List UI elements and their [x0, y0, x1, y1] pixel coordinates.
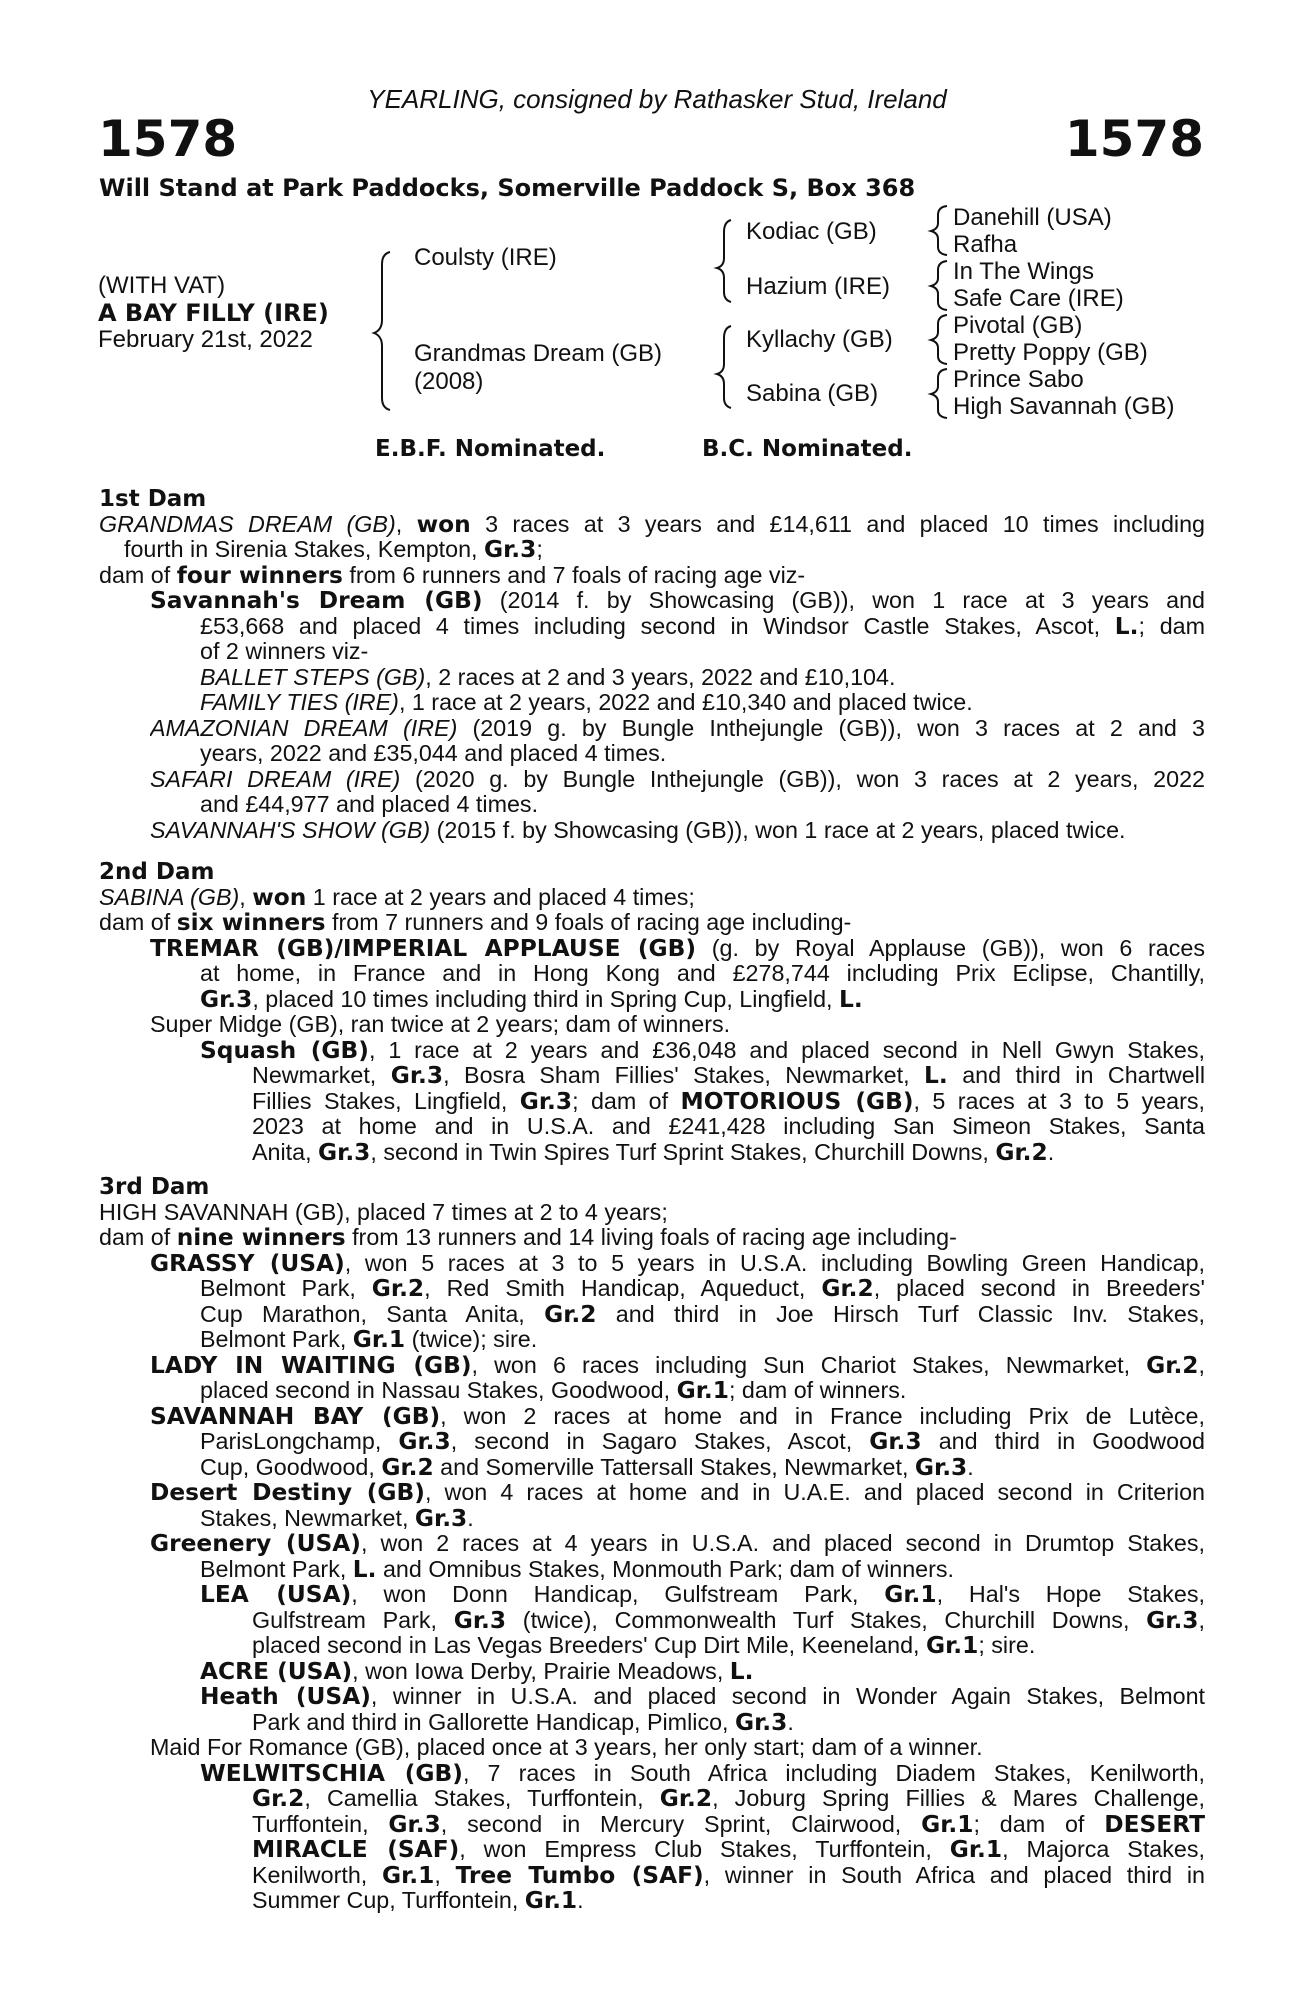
- list-item: BALLET STEPS (GB), 2 races at 2 and 3 years, 2022 and £10,104.: [200, 663, 896, 690]
- list-item: SAVANNAH BAY (GB), won 2 races at home and in France including Prix de Lutèce,: [150, 1403, 1205, 1429]
- lot-number-left: 1578: [98, 110, 238, 168]
- ebf-nomination: E.B.F. Nominated.: [375, 436, 606, 462]
- list-item: Squash (GB), 1 race at 2 years and £36,048 and placed second in Nell Gwyn Stakes,: [200, 1037, 1205, 1063]
- list-item: Greenery (USA), won 2 races at 4 years in U.S.A. and placed second in Drumtop Stakes,: [150, 1531, 1205, 1557]
- list-item: AMAZONIAN DREAM (IRE) (2019 g. by Bungle Inthejungle (GB)), won 3 races at 2 and 3: [150, 715, 1205, 741]
- sire-sire: Kodiac (GB): [746, 218, 877, 245]
- bc-nomination: B.C. Nominated.: [702, 436, 913, 462]
- list-item: Heath (USA), winner in U.S.A. and placed second in Wonder Again Stakes, Belmont: [200, 1684, 1205, 1710]
- list-item: LEA (USA), won Donn Handicap, Gulfstream Park, Gr.1, Hal's Hope Stakes,: [200, 1582, 1205, 1608]
- pedigree-gen3-4: Safe Care (IRE): [953, 285, 1124, 312]
- first-dam-line: GRANDMAS DREAM (GB), won 3 races at 3 years and £14,611 and placed 10 times including: [99, 511, 1205, 537]
- stabling-line: Will Stand at Park Paddocks, Somerville Paddock S, Box 368: [99, 174, 916, 202]
- third-dam-heading: 3rd Dam: [99, 1174, 210, 1200]
- vat-label: (WITH VAT): [98, 272, 226, 299]
- list-item: WELWITSCHIA (GB), 7 races in South Africa including Diadem Stakes, Kenilworth,: [200, 1760, 1205, 1786]
- pedigree-gen3-1: Danehill (USA): [953, 204, 1112, 231]
- list-item: TREMAR (GB)/IMPERIAL APPLAUSE (GB) (g. by Royal Applause (GB)), won 6 races: [150, 935, 1205, 961]
- dam-dam: Sabina (GB): [746, 380, 879, 407]
- second-dam-heading: 2nd Dam: [99, 859, 215, 885]
- list-item: SAVANNAH'S SHOW (GB) (2015 f. by Showcasing (GB)), won 1 race at 2 years, placed twice.: [150, 816, 1126, 843]
- list-item: LADY IN WAITING (GB), won 6 races including Sun Chariot Stakes, Newmarket, Gr.2,: [150, 1352, 1205, 1378]
- sire-dam: Hazium (IRE): [746, 273, 891, 300]
- list-item: Maid For Romance (GB), placed once at 3 years, her only start; dam of a winner.: [150, 1734, 983, 1760]
- first-dam-heading: 1st Dam: [99, 486, 207, 512]
- dam: Grandmas Dream (GB): [414, 340, 663, 367]
- pedigree-gen3-3: In The Wings: [953, 258, 1094, 285]
- horse-name: A BAY FILLY (IRE): [98, 299, 329, 327]
- lot-number-right: 1578: [1064, 110, 1204, 168]
- foaling-date: February 21st, 2022: [98, 326, 313, 353]
- list-item: FAMILY TIES (IRE), 1 race at 2 years, 2022 and £10,340 and placed twice.: [200, 689, 973, 715]
- list-item: GRASSY (USA), won 5 races at 3 to 5 years in U.S.A. including Bowling Green Handicap,: [150, 1250, 1205, 1276]
- consignor-line: YEARLING, consigned by Rathasker Stud, Ireland: [367, 84, 947, 114]
- dam-year: (2008): [414, 368, 484, 395]
- list-item: SAFARI DREAM (IRE) (2020 g. by Bungle Inthejungle (GB)), won 3 races at 2 years, 2022: [150, 766, 1205, 792]
- pedigree-gen3-8: High Savannah (GB): [953, 393, 1175, 420]
- list-item: Desert Destiny (GB), won 4 races at home and in U.A.E. and placed second in Criterion: [150, 1480, 1205, 1506]
- pedigree-gen3-2: Rafha: [953, 231, 1018, 258]
- list-item: ACRE (USA), won Iowa Derby, Prairie Meadows, L.: [200, 1657, 754, 1685]
- pedigree-gen3-5: Pivotal (GB): [953, 312, 1083, 339]
- produce-record: 1st Dam GRANDMAS DREAM (GB), won 3 races at 3 years and £14,611 and placed 10 times including fourth in Sirenia Stakes, Kempton, Gr.3; dam of four winners from 6 runners and 7 foals of racing age viz- Savannah's Dream (GB) (2014 f. by Showcasing (GB)), won 1 race at 3 years and £53,668 and placed 4 times including second in Windsor Castle Stakes, Ascot, L.; dam of 2 winners viz- BALLET STEPS (GB), 2 races at 2 and 3 years, 2022 and £10,104. FAMILY TIES (IRE), 1 race at 2 years, 2022 and £10,340 and placed twice. AMAZONIAN DREAM (IRE) (2019 g. by Bungle Inthejungle (GB)), won 3 races at 2 and 3 years, 2022 and £35,044 and placed 4 times. SAFARI DREAM (IRE) (2020 g. by Bungle Inthejungle (GB)), won 3 races at 2 years, 2022 and £44,977 and placed 4 times. SAVANNAH'S SHOW (GB) (2015 f. by Showcasing (GB)), won 1 race at 2 years, placed twice. 2nd Dam SABINA (GB), won 1 race at 2 years and placed 4 times; dam of six winners from 7 runners and 9 foals of racing age including- TREMAR (GB)/IMPERIAL APPLAUSE (GB) (g. by Royal Applause (GB)), won 6 races at home, in France and in Hong Kong and £278,744 including Prix Eclipse, Chantilly, Gr.3, placed 10 times including third in Spring Cup, Lingfield, L. Super Midge (GB), ran twice at 2 years; dam of winners. Squash (GB), 1 race at 2 years and £36,048 and placed second in Nell Gwyn Stakes, Newmarket, Gr.3, Bosra Sham Fillies' Stakes, Newmarket, L. and third in Chartwell Fillies Stakes, Lingfield, Gr.3; dam of MOTORIOUS (GB), 5 races at 3 to 5 years, 2023 at home and in U.S.A. and £241,428 including San Simeon Stakes, Santa Anita, Gr.3, second in Twin Spires Turf Sprint Stakes, Churchill Downs, Gr.2. 3rd Dam HIGH SAVANNAH (GB), placed 7 times at 2 to 4 years; dam of nine winners from 13 runners and 14 living foals of racing age including- GRASSY (USA), won 5 races at 3 to 5 years in U.S.A. including Bowling Green Handicap, Belmont Park, Gr.2, Red Smith Handicap, Aqueduct, Gr.2, placed second in Breeders' Cup Marathon, Santa Anita, Gr.2 and third in Joe Hirsch Turf Classic Inv. Stakes, Belmont Park, Gr.1 (twice); sire. LADY IN WAITING (GB), won 6 races including Sun Chariot Stakes, Newmarket, Gr.2, placed second in Nassau Stakes, Goodwood, Gr.1; dam of winners. SAVANNAH BAY (GB), won 2 races at home and in France including Prix de Lutèce, ParisLongchamp, Gr.3, second in Sagaro Stakes, Ascot, Gr.3 and third in Goodwood Cup, Goodwood, Gr.2 and Somerville Tattersall Stakes, Newmarket, Gr.3. Desert Destiny (GB), won 4 races at home and in U.A.E. and placed second in Criterion Stakes, Newmarket, Gr.3. Greenery (USA), won 2 races at 4 years in U.S.A. and placed second in Drumtop Stakes, Belmont Park, L. and Omnibus Stakes, Monmouth Park; dam of winners. LEA (USA), won Donn Handicap, Gulfstream Park, Gr.1, Hal's Hope Stakes, Gulfstream Park, Gr.3 (twice), Commonwealth Turf Stakes, Churchill Downs, Gr.3, placed second in Las Vegas Breeders' Cup Dirt Mile, Keeneland, Gr.1; sire. ACRE (USA), won Iowa Derby, Prairie Meadows, L. Heath (USA), winner in U.S.A. and placed second in Wonder Again Stakes, Belmont Park and third in Gallorette Handicap, Pimlico, Gr.3. Maid For Romance (GB), placed once at 3 years, her only start; dam of a winner. WELWITSCHIA (GB), 7 races in South Africa including Diadem Stakes, Kenilworth, Gr.2, Camellia Stakes, Turffontein, Gr.2, Joburg Spring Fillies & Mares Challenge, Turffontein, Gr.3, second in Mercury Sprint, Clairwood, Gr.1; dam of DESERT MIRACLE (SAF), won Empress Club Stakes, Turffontein, Gr.1, Majorca Stakes, Kenilworth, Gr.1, Tree Tumbo (SAF), winner in South Africa and placed third in Summer Cup, Turffontein, Gr.1.: [0, 486, 1314, 1914]
- pedigree-gen3-7: Prince Sabo: [953, 366, 1084, 393]
- list-item: Savannah's Dream (GB) (2014 f. by Showcasing (GB)), won 1 race at 3 years and: [150, 588, 1205, 614]
- dam-sire: Kyllachy (GB): [746, 326, 893, 353]
- list-item: Super Midge (GB), ran twice at 2 years; dam of winners.: [150, 1011, 731, 1037]
- pedigree-gen3-6: Pretty Poppy (GB): [953, 339, 1148, 366]
- sire: Coulsty (IRE): [414, 244, 557, 271]
